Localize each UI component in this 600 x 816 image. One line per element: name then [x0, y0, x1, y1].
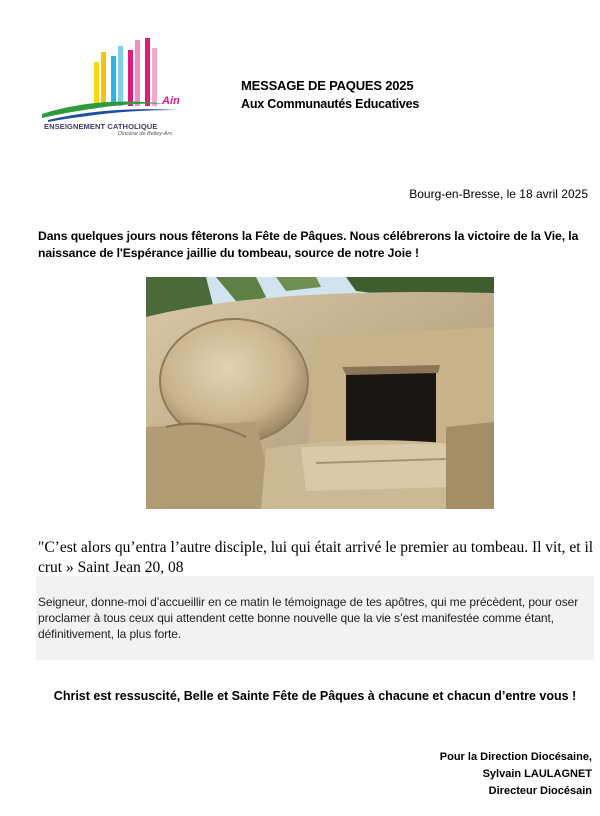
signature-block	[440, 749, 592, 800]
scripture-quote: "C’est alors qu’entra l’autre disciple, lui qui était arrivé le premier au tombeau. Il vit, et il crut » Saint Jean 20, 08	[38, 539, 594, 576]
signature-line-1: Pour la Direction Diocésaine,	[439, 751, 592, 763]
document-title: MESSAGE DE PAQUES 2025	[241, 78, 414, 93]
prayer-box	[36, 576, 594, 660]
intro-paragraph: Dans quelques jours nous fêterons la Fête de Pâques. Nous célébrerons la victoire de la Vie, la naissance de l'Espérance jaillie du tombeau, source de notre Joie !	[38, 229, 579, 260]
prayer-text: Seigneur, donne-moi d’accueillir en ce matin le témoignage de tes apôtres, qui me précèdent, pour oser proclamer à tous ceux qui attendent cette bonne nouvelle que la vie s’est manifestée comme étant, définitivement, la plus forte.	[38, 595, 579, 641]
date-line: Bourg-en-Bresse, le 18 avril 2025	[409, 187, 588, 201]
logo-graphic	[38, 34, 198, 124]
document-subtitle: Aux Communautés Educatives	[241, 97, 420, 111]
logo-name: Ain	[162, 95, 180, 107]
logo-subtext: Diocèse de Belley-Ars	[118, 131, 173, 137]
signature-name: Sylvain LAULAGNET	[482, 768, 592, 780]
signature-role: Directeur Diocésain	[488, 785, 592, 797]
easter-wish: Christ est ressuscité, Belle et Sainte Fête de Pâques à chacune et chacun d’entre vous !	[53, 689, 577, 703]
empty-tomb-photo	[146, 277, 494, 509]
logo-text: ENSEIGNEMENT CATHOLIQUE	[44, 122, 158, 131]
